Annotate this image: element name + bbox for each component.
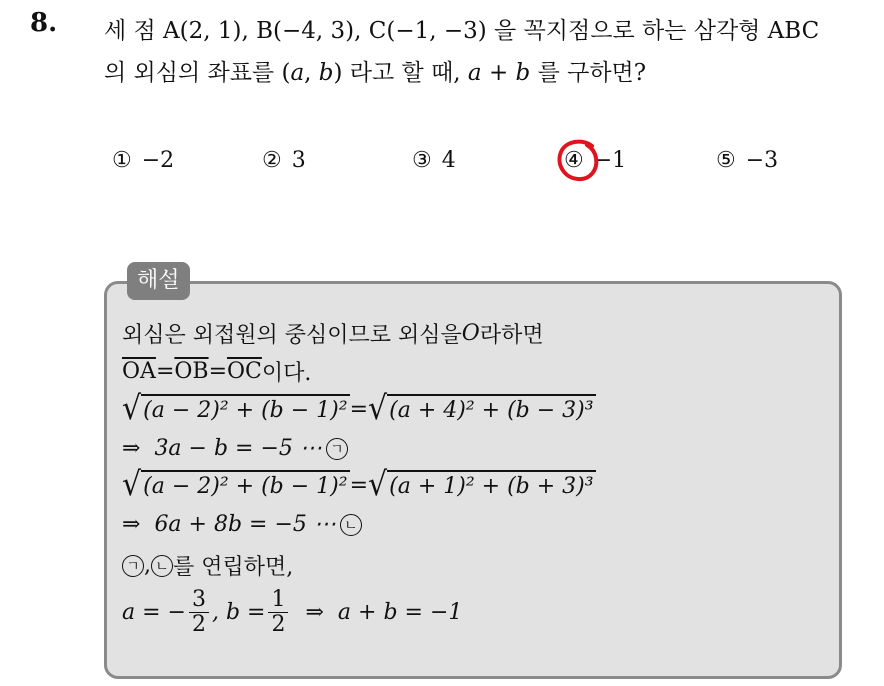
sqrt-right-1: √ (a + 4)² + (b − 3)³ — [368, 389, 594, 428]
q-var-b: b — [318, 60, 334, 86]
circled-nieun-icon: ㄴ — [151, 555, 173, 577]
solution-line-7 — [122, 550, 293, 581]
fraction-a — [189, 588, 209, 637]
choice-mark: ④ — [564, 148, 584, 173]
q-sum-a: a — [467, 60, 482, 86]
final-a-label: a = − — [122, 600, 186, 625]
question-number: 8. — [30, 8, 58, 38]
choice-value: −1 — [593, 148, 627, 173]
choice-list — [0, 148, 884, 184]
solution-line-5 — [122, 465, 596, 504]
equation-1: 3a − b = −5 ⋯ — [154, 436, 322, 461]
implies-arrow: ⇒ — [122, 436, 141, 461]
q-plus: + — [481, 60, 516, 86]
final-result: a + b = −1 — [337, 600, 463, 625]
q-sum-b: b — [515, 60, 531, 86]
equals: = — [155, 359, 175, 384]
q-comma: , — [304, 60, 319, 86]
choice-3[interactable] — [412, 148, 456, 173]
line2-end: 이다. — [261, 361, 312, 386]
circled-nieun-icon: ㄴ — [340, 514, 362, 536]
sqrt-left-1: √ (a − 2)² + (b − 1)² — [122, 389, 348, 428]
implies-arrow: ⇒ — [305, 600, 324, 625]
choice-mark: ⑤ — [716, 148, 736, 173]
fraction-a-numerator: 3 — [189, 588, 209, 613]
sqrt-left-2-radicand: (a − 2)² + (b − 1)² — [141, 470, 349, 500]
sol-var-o: O — [461, 321, 480, 346]
q-suffix: 를 구하면? — [530, 60, 647, 86]
equals: = — [349, 396, 368, 422]
choice-value: −3 — [745, 148, 779, 173]
choice-1[interactable] — [112, 148, 174, 173]
question-text-line2 — [104, 54, 646, 87]
fraction-b-denominator: 2 — [271, 612, 286, 637]
choice-5[interactable] — [716, 148, 778, 173]
q-prefix: 의 외심의 좌표를 ( — [104, 60, 291, 86]
final-b-label: , b = — [211, 600, 266, 625]
segment-oc: $\overline{OC}$ — [227, 359, 262, 384]
segment-ob: $\overline{OB}$ — [174, 359, 209, 384]
circled-giyeok-icon: ㄱ — [326, 438, 348, 460]
solution-line-6 — [122, 512, 362, 537]
equation-2: 6a + 8b = −5 ⋯ — [154, 512, 336, 537]
sqrt-left-2: √ (a − 2)² + (b − 1)² — [122, 465, 348, 504]
combine-text: 를 연립하면, — [173, 555, 294, 580]
q-mid: ) 라고 할 때, — [333, 60, 468, 86]
choice-value: −2 — [141, 148, 175, 173]
choice-mark: ② — [262, 148, 282, 173]
combine-sep: , — [144, 553, 151, 578]
segment-oa: $\overline{OA}$ — [122, 359, 156, 384]
equals: = — [208, 359, 228, 384]
solution-line-8 — [122, 588, 462, 637]
fraction-b — [268, 588, 288, 637]
fraction-a-denominator: 2 — [191, 612, 206, 637]
choice-value: 3 — [291, 148, 306, 173]
answer-circle-icon — [554, 136, 602, 184]
q-var-a: a — [290, 60, 305, 86]
choice-mark: ③ — [412, 148, 432, 173]
question-text-line1: 세 점 A(2, 1), B(−4, 3), C(−1, −3) 을 꼭지점으로 하는 삼각형 ABC — [104, 18, 820, 44]
solution-line-1 — [122, 318, 544, 349]
choice-mark: ① — [112, 148, 132, 173]
sqrt-right-2: √ (a + 1)² + (b + 3)³ — [368, 465, 594, 504]
sqrt-left-1-radicand: (a − 2)² + (b − 1)² — [141, 394, 349, 424]
choice-value: 4 — [441, 148, 456, 173]
circled-giyeok-icon: ㄱ — [122, 555, 144, 577]
sol-text-end: 라하면 — [479, 323, 544, 348]
solution-line-3 — [122, 389, 596, 428]
sol-text: 외심은 외접원의 중심이므로 외심을 — [122, 323, 462, 348]
choice-2[interactable] — [262, 148, 306, 173]
equals: = — [349, 472, 368, 498]
solution-line-4 — [122, 436, 348, 461]
implies-arrow: ⇒ — [122, 512, 141, 537]
sqrt-right-1-radicand: (a + 4)² + (b − 3)³ — [387, 394, 595, 424]
solution-badge: 해설 — [127, 262, 190, 300]
solution-line-2 — [122, 356, 311, 387]
fraction-b-numerator: 1 — [268, 588, 288, 613]
sqrt-right-2-radicand: (a + 1)² + (b + 3)³ — [387, 470, 595, 500]
